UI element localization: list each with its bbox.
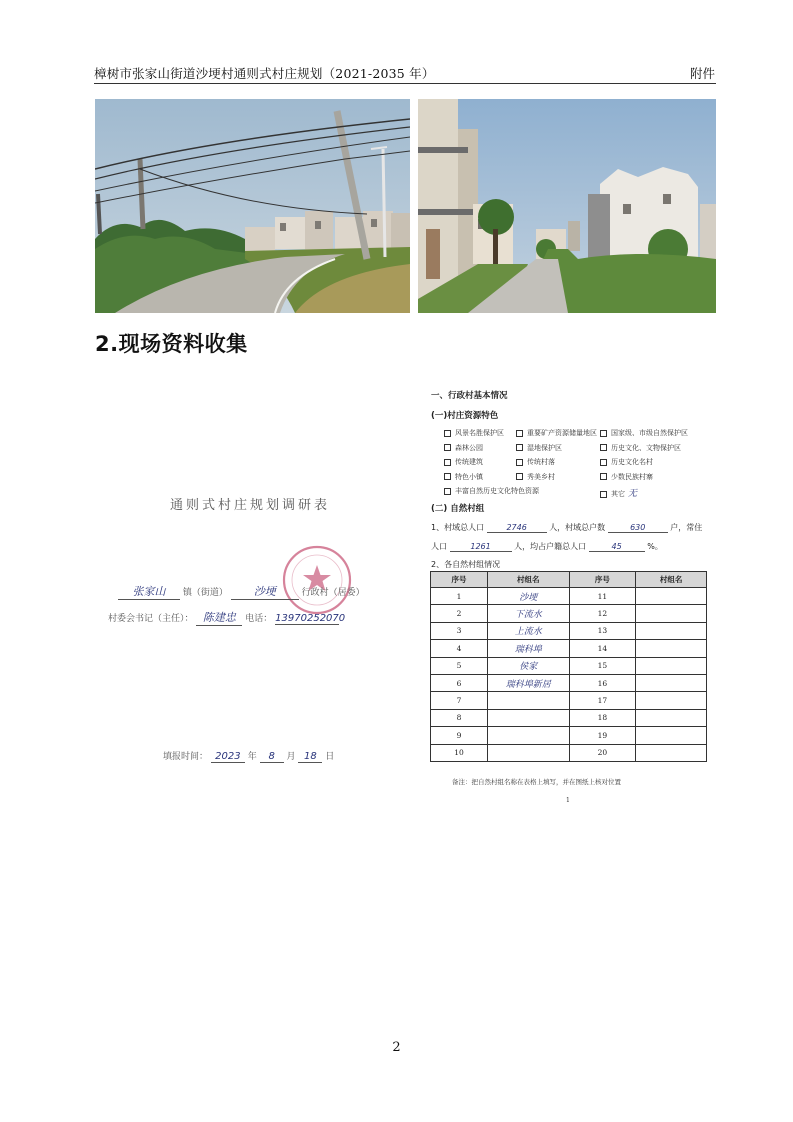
row-number-cell: 5 xyxy=(431,657,488,674)
checkbox-label: 传统建筑 xyxy=(455,458,483,466)
header-no-2: 序号 xyxy=(569,572,636,588)
checkbox-square-icon[interactable] xyxy=(600,430,607,437)
village-name-cell xyxy=(636,588,707,605)
row-number-cell: 6 xyxy=(431,674,488,691)
row-number-cell: 13 xyxy=(569,622,636,639)
header-village-name-2: 村组名 xyxy=(636,572,707,588)
row-number-cell: 7 xyxy=(431,692,488,709)
checkbox-square-icon[interactable] xyxy=(444,444,451,451)
village-name-cell xyxy=(636,744,707,761)
resource-checkbox-item xyxy=(600,443,681,453)
section-heading: 2.现场资料收集 xyxy=(95,332,248,356)
table-row xyxy=(431,692,707,709)
natural-village-table xyxy=(430,571,707,762)
page-number: 2 xyxy=(392,1040,401,1055)
village-name-cell xyxy=(636,709,707,726)
checkbox-square-icon[interactable] xyxy=(516,444,523,451)
date-day-unit: 日 xyxy=(325,752,335,762)
table-row xyxy=(431,727,707,744)
form-heading-basic-info: 一、行政村基本情况 xyxy=(431,391,508,401)
phone-handwritten: 13970252070 xyxy=(275,613,346,624)
header-title: 樟树市张家山街道沙埂村通则式村庄规划（2021-2035 年） xyxy=(94,66,435,81)
row-number-cell: 16 xyxy=(569,674,636,691)
resource-checkbox-item xyxy=(444,457,483,467)
village-name-cell xyxy=(488,692,569,709)
other-handwritten: 无 xyxy=(628,489,638,499)
table-row xyxy=(431,605,707,622)
survey-cover-title: 通则式村庄规划调研表 xyxy=(170,498,331,513)
date-year-unit: 年 xyxy=(247,752,257,762)
checkbox-label: 重要矿产资源储量地区 xyxy=(527,429,597,437)
photo-village-road-power-lines xyxy=(95,99,410,313)
row-number-cell: 20 xyxy=(569,744,636,761)
resource-checkbox-item xyxy=(600,486,637,499)
checkbox-label: 历史文化、文物保护区 xyxy=(611,443,681,452)
secretary-handwritten: 陈建忠 xyxy=(196,609,242,626)
cover-town-line xyxy=(118,583,365,600)
village-handwritten: 沙埂 xyxy=(231,583,299,600)
village-name-cell xyxy=(636,727,707,744)
resident-percentage-value: 45 xyxy=(589,542,645,552)
table-row xyxy=(431,622,707,639)
total-population-value: 2746 xyxy=(487,523,547,533)
table-caption: 2、各自然村组情况 xyxy=(431,560,501,569)
village-name-cell xyxy=(636,622,707,639)
village-name-cell xyxy=(636,692,707,709)
row-number-cell: 4 xyxy=(431,640,488,657)
resource-checkbox-item xyxy=(444,428,504,438)
checkbox-label: 其它 xyxy=(611,490,625,498)
checkbox-square-icon[interactable] xyxy=(444,473,451,480)
secretary-label: 村委会书记（主任）： xyxy=(108,614,194,624)
pop-label: 1、村域总人口 xyxy=(431,523,485,532)
checkbox-label: 少数民族村寨 xyxy=(611,472,653,481)
resource-checkbox-item xyxy=(516,443,562,453)
town-handwritten: 张家山 xyxy=(118,583,180,600)
checkbox-square-icon[interactable] xyxy=(516,473,523,480)
checkbox-square-icon[interactable] xyxy=(600,459,607,466)
checkbox-square-icon[interactable] xyxy=(516,430,523,437)
checkbox-square-icon[interactable] xyxy=(600,444,607,451)
village-label: 行政村（居委） xyxy=(301,588,365,598)
resource-checkbox-item xyxy=(516,457,555,467)
table-row xyxy=(431,640,707,657)
checkbox-label: 风景名胜保护区 xyxy=(455,429,504,437)
resource-checkbox-item xyxy=(444,486,539,496)
table-header-row xyxy=(431,572,707,588)
row-number-cell: 2 xyxy=(431,605,488,622)
photo-village-lane-houses xyxy=(418,99,716,313)
resource-checkbox-item xyxy=(600,472,653,482)
checkbox-square-icon[interactable] xyxy=(444,430,451,437)
households-label: 人，村域总户数 xyxy=(549,523,606,532)
village-name-cell xyxy=(488,744,569,761)
table-row xyxy=(431,674,707,691)
checkbox-label: 丰富自然历史文化特色资源 xyxy=(455,487,539,495)
resident-label-end: 人口 xyxy=(431,542,447,551)
resource-checkbox-item xyxy=(444,472,483,482)
checkbox-label: 传统村落 xyxy=(527,458,555,466)
checkbox-square-icon[interactable] xyxy=(600,491,607,498)
resident-label-start: 户，常住 xyxy=(670,523,703,532)
form-small-mark: 1 xyxy=(566,797,570,804)
resource-checkbox-item xyxy=(600,457,653,467)
percentage-label: 人，均占户籍总人口 xyxy=(514,542,587,551)
cover-date-line xyxy=(163,749,334,763)
population-line-1 xyxy=(431,522,702,533)
row-number-cell: 10 xyxy=(431,744,488,761)
table-row xyxy=(431,588,707,605)
total-households-value: 630 xyxy=(608,523,668,533)
village-name-cell: 瑞科埠新居 xyxy=(488,674,569,691)
row-number-cell: 19 xyxy=(569,727,636,744)
village-name-cell: 下流水 xyxy=(488,605,569,622)
village-name-cell xyxy=(488,709,569,726)
date-month-unit: 月 xyxy=(286,752,296,762)
checkbox-square-icon[interactable] xyxy=(444,488,451,495)
row-number-cell: 12 xyxy=(569,605,636,622)
checkbox-label: 历史文化名村 xyxy=(611,458,653,466)
row-number-cell: 1 xyxy=(431,588,488,605)
date-month-handwritten: 8 xyxy=(260,751,284,763)
resource-checkbox-item xyxy=(516,428,597,438)
header-attachment-label: 附件 xyxy=(689,66,715,81)
row-number-cell: 8 xyxy=(431,709,488,726)
village-name-cell xyxy=(636,657,707,674)
date-year-handwritten: 2023 xyxy=(211,751,245,763)
cover-secretary-line xyxy=(108,609,346,626)
date-label: 填报时间： xyxy=(163,752,209,762)
resident-population-value: 1261 xyxy=(450,542,512,552)
table-note: 备注：把自然村组名称在表格上填写，并在图纸上核对位置 xyxy=(452,778,621,786)
row-number-cell: 15 xyxy=(569,657,636,674)
village-name-cell: 侯家 xyxy=(488,657,569,674)
row-number-cell: 9 xyxy=(431,727,488,744)
village-name-cell xyxy=(636,674,707,691)
form-heading-natural-villages: (二) 自然村组 xyxy=(431,504,485,514)
row-number-cell: 14 xyxy=(569,640,636,657)
village-name-cell: 上流水 xyxy=(488,622,569,639)
percent-sign: %。 xyxy=(647,542,663,551)
resource-checkbox-item xyxy=(600,428,688,438)
table-row xyxy=(431,744,707,761)
checkbox-square-icon[interactable] xyxy=(444,459,451,466)
population-line-2 xyxy=(431,541,663,552)
checkbox-label: 秀美乡村 xyxy=(527,472,555,481)
row-number-cell: 3 xyxy=(431,622,488,639)
checkbox-label: 国家级、市级自然保护区 xyxy=(611,429,688,437)
resource-checkbox-item xyxy=(516,472,555,482)
form-heading-resources: (一)村庄资源特色 xyxy=(431,411,499,421)
village-name-cell xyxy=(636,640,707,657)
checkbox-label: 特色小镇 xyxy=(455,472,483,481)
header-divider xyxy=(94,83,716,84)
checkbox-label: 森林公园 xyxy=(455,443,483,452)
date-day-handwritten: 18 xyxy=(298,751,322,763)
table-row xyxy=(431,709,707,726)
row-number-cell: 17 xyxy=(569,692,636,709)
checkbox-square-icon[interactable] xyxy=(600,473,607,480)
checkbox-square-icon[interactable] xyxy=(516,459,523,466)
town-label: 镇（街道） xyxy=(182,588,228,598)
row-number-cell: 11 xyxy=(569,588,636,605)
table-row xyxy=(431,657,707,674)
village-name-cell: 瑞科埠 xyxy=(488,640,569,657)
resource-checkbox-item xyxy=(444,443,483,453)
village-name-cell xyxy=(636,605,707,622)
village-name-cell: 沙埂 xyxy=(488,588,569,605)
village-name-cell xyxy=(488,727,569,744)
header-village-name-1: 村组名 xyxy=(488,572,569,588)
phone-label: 电话： xyxy=(245,614,273,624)
row-number-cell: 18 xyxy=(569,709,636,726)
header-no-1: 序号 xyxy=(431,572,488,588)
checkbox-label: 湿地保护区 xyxy=(527,443,562,452)
